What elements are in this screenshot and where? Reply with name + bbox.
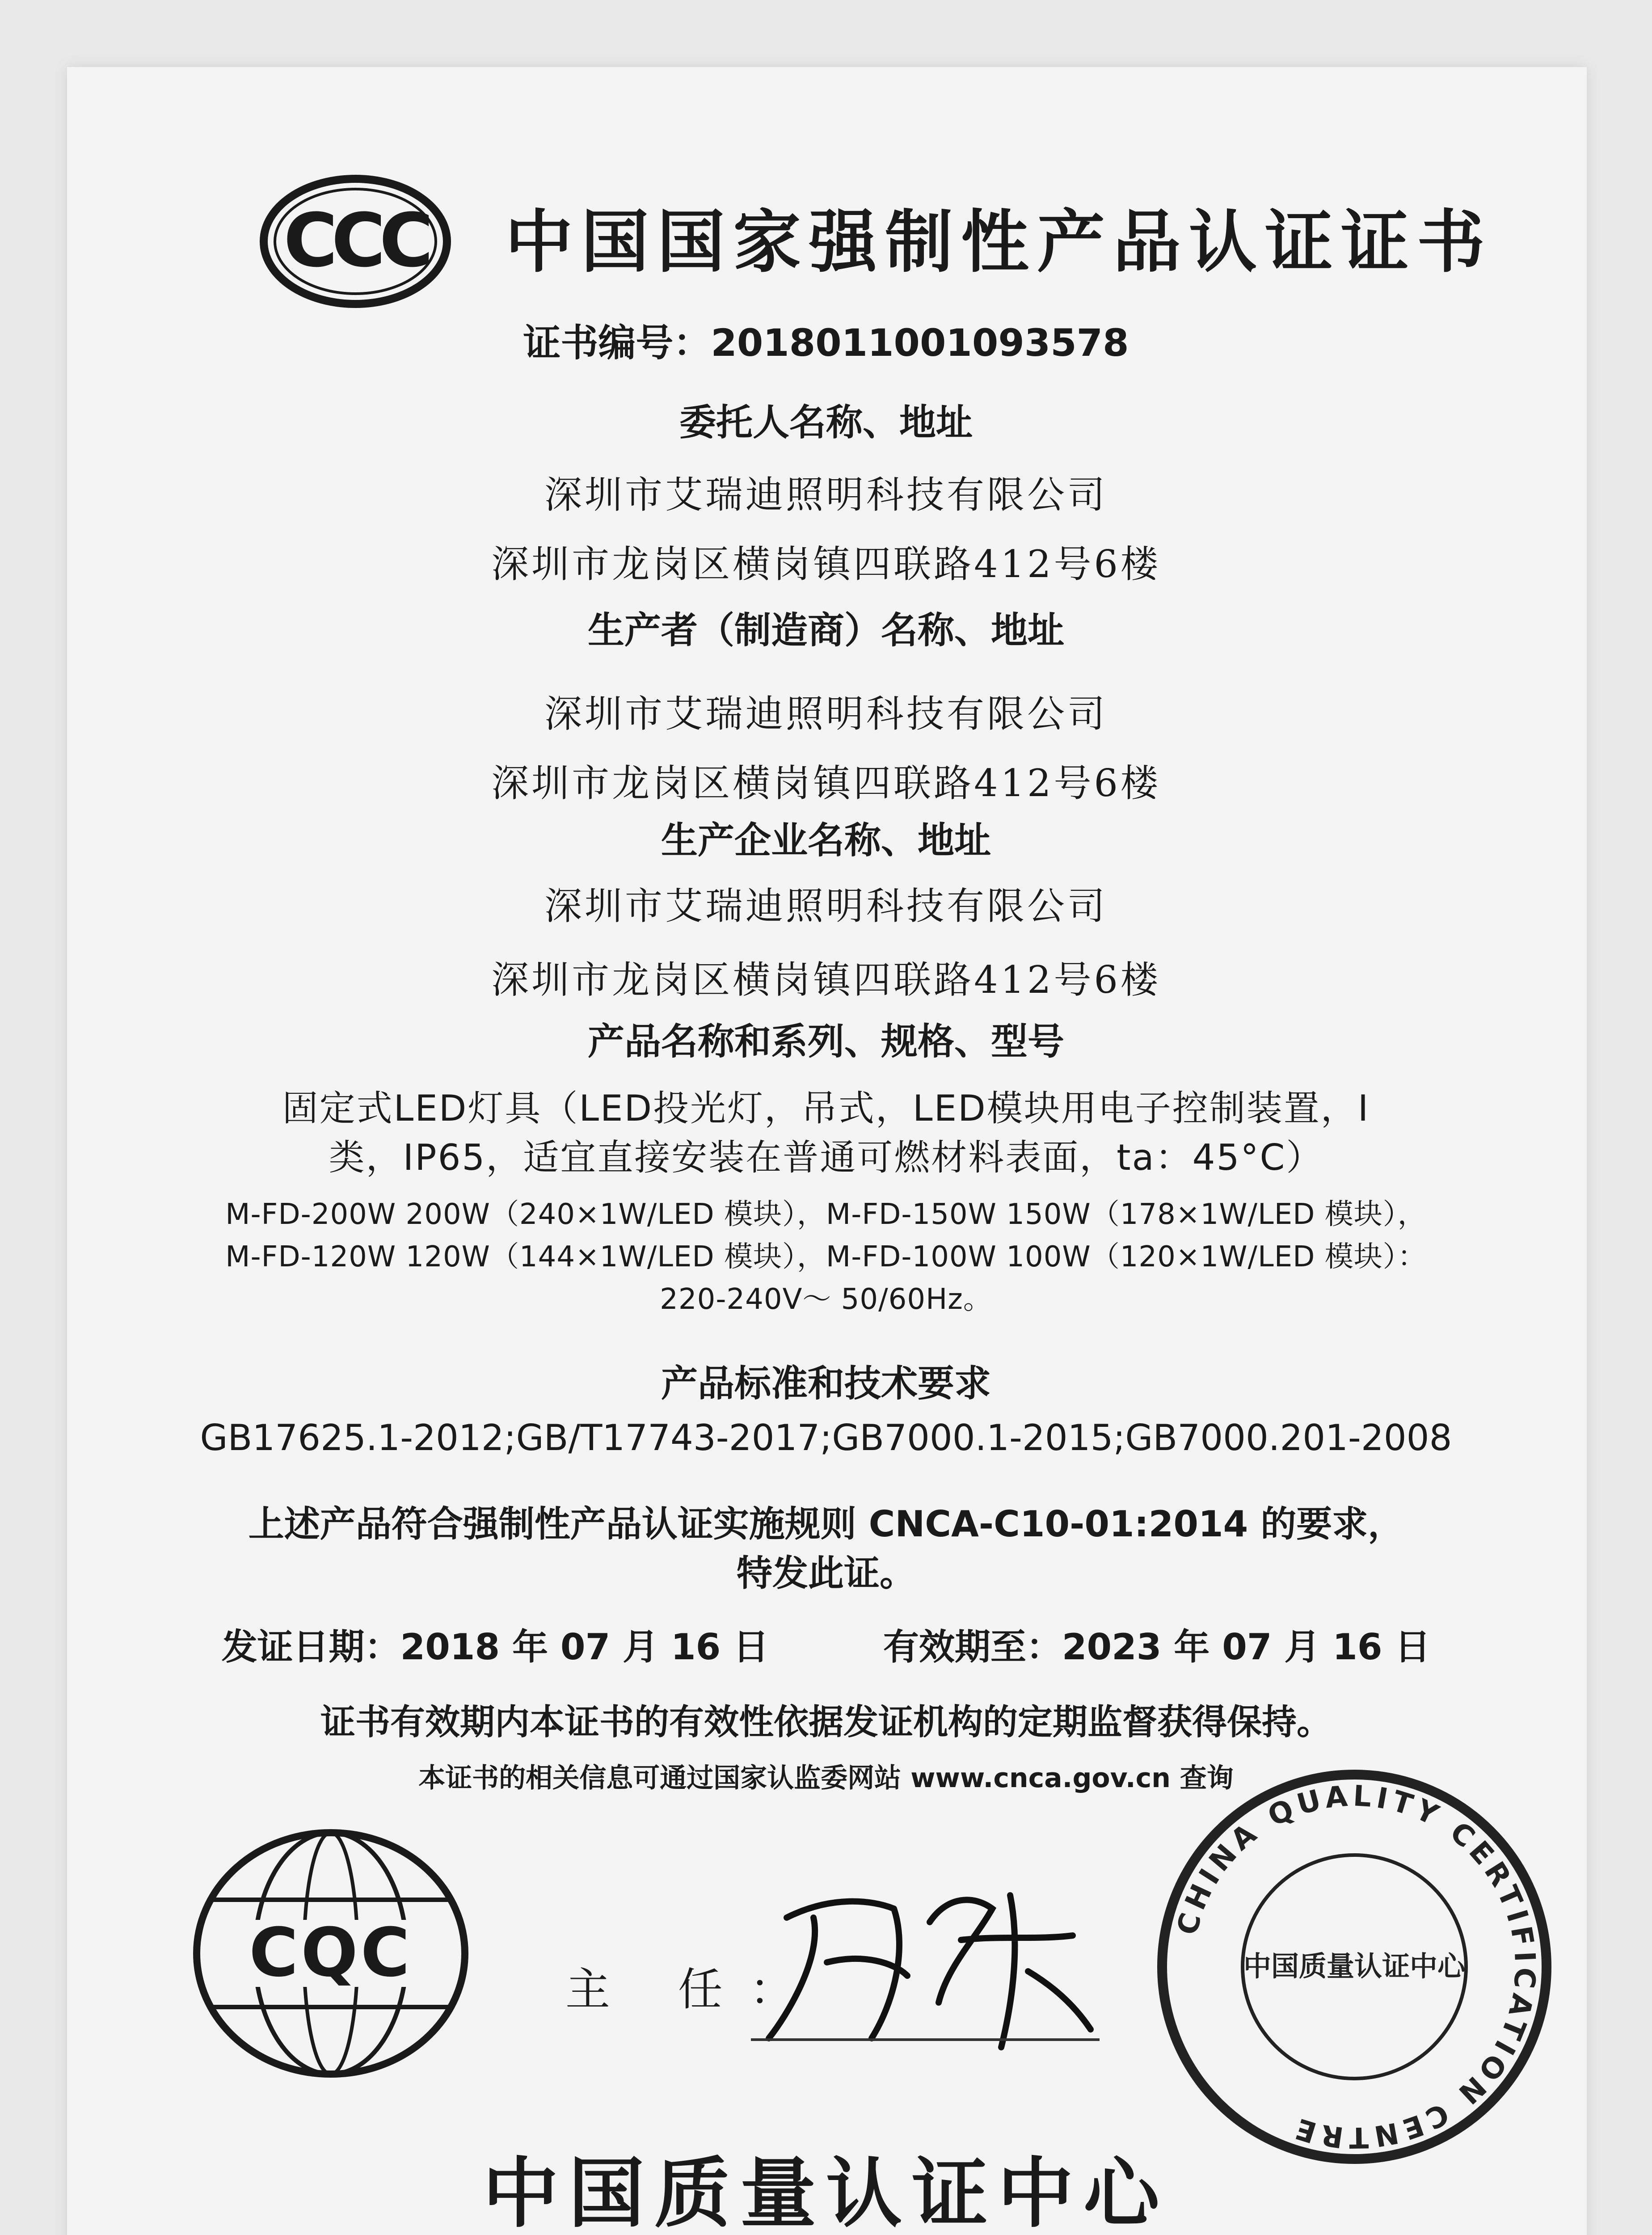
product-models-line-3: 220-240V～ 50/60Hz。	[660, 1283, 992, 1316]
cqc-logo-text: CQC	[249, 1914, 413, 1992]
validity-note: 证书有效期内本证书的有效性依据发证机构的定期监督获得保持。	[320, 1702, 1332, 1742]
issuing-organization: 中国质量认证中心	[482, 2150, 1169, 2235]
conformity-statement-line-1: 上述产品符合强制性产品认证实施规则 CNCA-C10-01:2014 的要求，	[248, 1503, 1404, 1545]
conformity-statement-line-2: 特发此证。	[737, 1552, 915, 1594]
certificate-title: 中国国家强制性产品认证证书	[505, 202, 1493, 282]
expiry-date: 有效期至：2023 年 07 月 16 日	[883, 1626, 1431, 1668]
issue-date: 发证日期：2018 年 07 月 16 日	[221, 1626, 769, 1668]
manufacturer-heading: 生产者（制造商）名称、地址	[587, 609, 1064, 652]
factory-address: 深圳市龙岗区横岗镇四联路412号6楼	[491, 958, 1161, 1002]
product-description-line-2: 类，IP65，适宜直接安装在普通可燃材料表面，ta：45°C）	[329, 1137, 1323, 1178]
website-note: 本证书的相关信息可通过国家认监委网站 www.cnca.gov.cn 查询	[418, 1763, 1234, 1794]
product-models-line-2: M-FD-120W 120W（144×1W/LED 模块），M-FD-100W 100W（120×1W/LED 模块）：	[225, 1240, 1427, 1274]
product-models-line-1: M-FD-200W 200W（240×1W/LED 模块），M-FD-150W 150W（178×1W/LED 模块），	[225, 1198, 1427, 1231]
applicant-name: 深圳市艾瑞迪照明科技有限公司	[544, 473, 1108, 517]
applicant-address: 深圳市龙岗区横岗镇四联路412号6楼	[491, 542, 1161, 586]
standards-list: GB17625.1-2012;GB/T17743-2017;GB7000.1-2015;GB7000.201-2008	[200, 1417, 1452, 1459]
seal-outer-text: CHINA QUALITY CERTIFICATION CENTRE	[1171, 1780, 1542, 2154]
official-seal	[1153, 1766, 1555, 2168]
director-label: 主 任：	[565, 1963, 821, 2016]
product-heading: 产品名称和系列、规格、型号	[587, 1021, 1064, 1063]
ccc-logo-text: CCC	[283, 198, 427, 283]
manufacturer-name: 深圳市艾瑞迪照明科技有限公司	[544, 692, 1108, 736]
signature-line	[751, 2038, 1100, 2041]
dates-row	[0, 1618, 1652, 1670]
manufacturer-address: 深圳市龙岗区横岗镇四联路412号6楼	[491, 761, 1161, 805]
director-signature	[760, 1868, 1108, 2056]
factory-name: 深圳市艾瑞迪照明科技有限公司	[544, 884, 1108, 928]
standards-heading: 产品标准和技术要求	[661, 1362, 991, 1405]
product-description-line-1: 固定式LED灯具（LED投光灯，吊式，LED模块用电子控制装置，I	[282, 1088, 1370, 1129]
cqc-globe-logo	[174, 1819, 487, 2087]
applicant-heading: 委托人名称、地址	[679, 401, 973, 444]
certificate-number: 证书编号：2018011001093578	[523, 321, 1129, 365]
seal-inner-text: 中国质量认证中心	[1243, 1950, 1466, 1982]
factory-heading: 生产企业名称、地址	[661, 819, 991, 862]
ccc-logo	[257, 172, 454, 311]
